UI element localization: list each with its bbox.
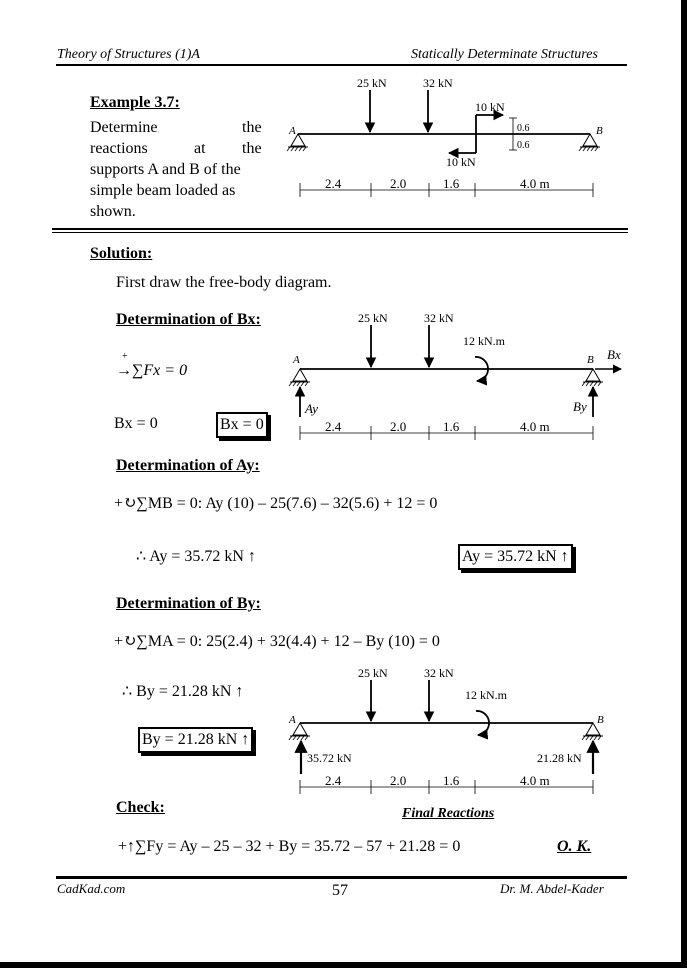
arm-label-bottom: 0.6 [517, 140, 530, 151]
footer-right: Dr. M. Abdel-Kader [500, 881, 604, 896]
load-label-32kn: 32 kN [424, 311, 454, 325]
footer-rule [56, 876, 627, 879]
beam-diagram-loading [285, 72, 625, 202]
header-left: Theory of Structures (1)A [57, 47, 200, 62]
dim-label: 2.4 [325, 773, 342, 788]
dim-label: 1.6 [443, 419, 460, 434]
dim-label: 2.4 [325, 176, 342, 191]
load-label-32kn: 32 kN [424, 666, 454, 680]
ay-boxed-result: Ay = 35.72 kN ↑ [458, 544, 573, 570]
couple-top-label: 10 kN [475, 100, 505, 114]
support-label-a: A [293, 354, 300, 366]
support-label-b: B [596, 125, 603, 137]
ay-result: ∴ Ay = 35.72 kN ↑ [136, 548, 256, 565]
by-heading: Determination of By: [116, 595, 261, 612]
final-reactions-diagram [285, 662, 625, 802]
couple-bottom-label: 10 kN [446, 155, 476, 169]
load-label-25kn: 25 kN [358, 311, 388, 325]
by-label: By [573, 399, 587, 414]
section-rule [52, 228, 628, 230]
reaction-label-b: 21.28 kN [537, 751, 582, 765]
section-rule [52, 232, 628, 233]
solution-title: Solution: [90, 245, 153, 262]
load-label-25kn: 25 kN [357, 76, 387, 90]
example-word: Determine [90, 119, 158, 136]
header-right: Statically Determinate Structures [411, 47, 598, 62]
dim-label: 1.6 [443, 176, 460, 191]
bx-label: Bx [607, 347, 621, 362]
dim-label: 2.4 [325, 419, 342, 434]
dim-label: 4.0 m [520, 176, 550, 191]
page-number: 57 [332, 882, 348, 899]
example-word: the [242, 140, 262, 157]
check-equation: +↑∑Fy = Ay – 25 – 32 + By = 35.72 – 57 + 21.28 = 0 [118, 838, 461, 855]
example-title: Example 3.7: [90, 94, 180, 111]
check-heading: Check: [116, 799, 165, 816]
bx-equation: →∑Fx = 0 [116, 362, 188, 379]
ay-label: Ay [305, 401, 318, 416]
dim-label: 2.0 [390, 773, 407, 788]
example-word: the [242, 119, 262, 136]
pin-support-b [582, 369, 603, 386]
by-boxed-result: By = 21.28 kN ↑ [138, 727, 253, 753]
by-equation: +↻∑MA = 0: 25(2.4) + 32(4.4) + 12 – By (10) = 0 [114, 633, 440, 650]
example-word: at [194, 140, 206, 157]
footer-left: CadKad.com [57, 881, 126, 896]
moment-label: 12 kN.m [463, 334, 505, 348]
positive-sign: + [122, 351, 128, 362]
example-line: simple beam loaded as [90, 182, 236, 199]
dim-label: 4.0 m [520, 773, 550, 788]
pin-support-a [289, 369, 310, 386]
example-line: supports A and B of the [90, 161, 241, 178]
check-ok: O. K. [557, 838, 592, 855]
free-body-diagram [285, 305, 635, 445]
support-label-a: A [289, 714, 296, 726]
support-label-a: A [289, 125, 296, 137]
bx-result: Bx = 0 [114, 415, 158, 432]
example-word: reactions [90, 140, 148, 157]
arm-label-top: 0.6 [517, 123, 530, 134]
bx-heading: Determination of Bx: [116, 311, 261, 328]
dim-label: 4.0 m [520, 419, 550, 434]
dim-label: 2.0 [390, 176, 407, 191]
moment-label: 12 kN.m [465, 688, 507, 702]
support-label-b: B [587, 354, 594, 366]
ay-equation: +↻∑MB = 0: Ay (10) – 25(7.6) – 32(5.6) + 12 = 0 [114, 495, 438, 512]
couple-arm-dims [509, 118, 517, 150]
support-label-b: B [597, 714, 604, 726]
ay-heading: Determination of Ay: [116, 457, 260, 474]
page-shadow-bottom [0, 962, 687, 968]
load-label-32kn: 32 kN [423, 76, 453, 90]
example-line: shown. [90, 203, 136, 220]
solution-intro: First draw the free-body diagram. [116, 274, 332, 291]
final-reactions-caption: Final Reactions [402, 806, 495, 821]
reaction-label-a: 35.72 kN [307, 751, 352, 765]
header-rule [56, 64, 627, 66]
by-result: ∴ By = 21.28 kN ↑ [122, 683, 244, 700]
load-label-25kn: 25 kN [358, 666, 388, 680]
dim-label: 2.0 [390, 419, 407, 434]
page-shadow-right [681, 0, 687, 968]
dim-label: 1.6 [443, 773, 460, 788]
bx-boxed-result: Bx = 0 [216, 412, 268, 438]
